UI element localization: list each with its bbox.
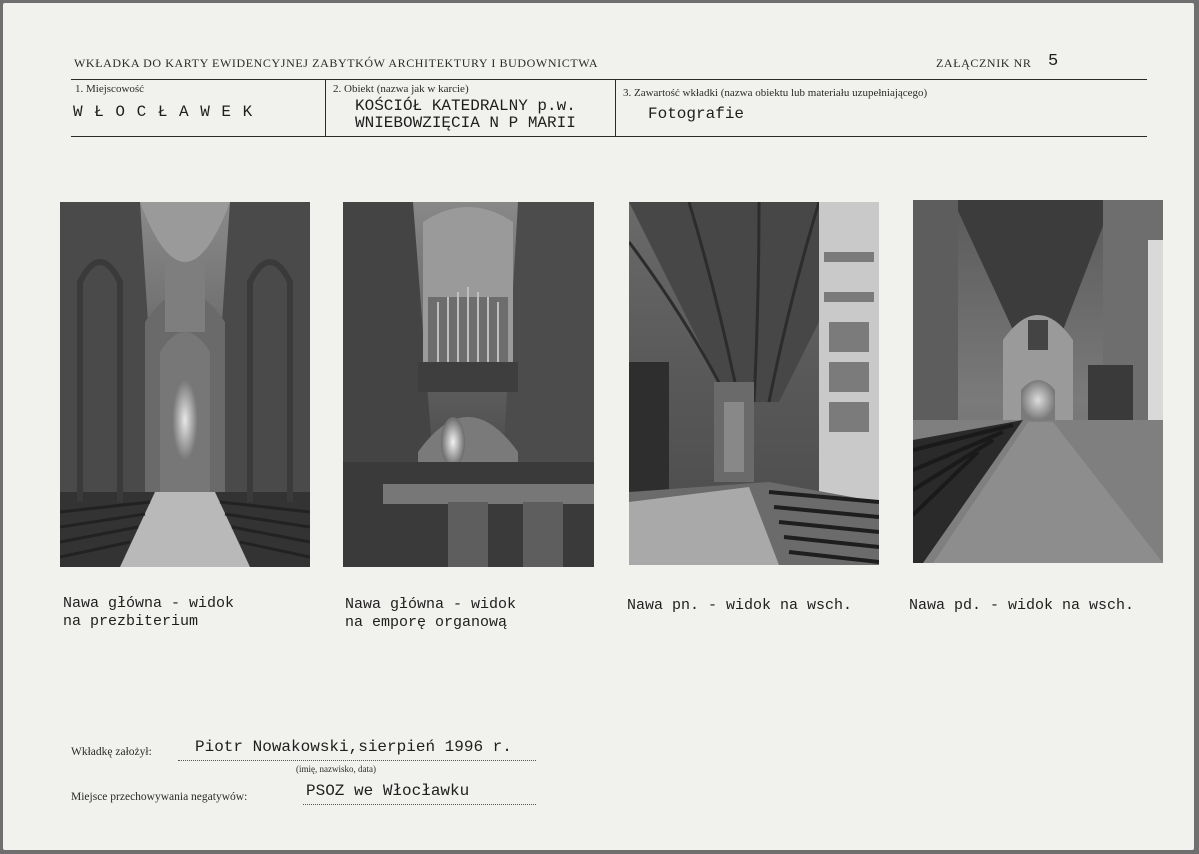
annex-number: 5 xyxy=(1048,52,1059,71)
field-divider-1 xyxy=(325,79,326,137)
place-label: 1. Miejscowość xyxy=(75,83,145,95)
author-dotted-line xyxy=(178,760,536,761)
photo-caption-3: Nawa pn. - widok na wsch. xyxy=(627,597,853,614)
photo-nave-presbytery xyxy=(60,202,310,567)
object-value-line1: KOŚCIÓŁ KATEDRALNY p.w. xyxy=(355,97,576,115)
content-value: Fotografie xyxy=(648,105,745,123)
field-divider-2 xyxy=(615,79,616,137)
author-label: Wkładkę założył: xyxy=(71,746,152,758)
record-sheet xyxy=(3,3,1194,850)
place-value: W Ł O C Ł A W E K xyxy=(73,103,254,121)
object-value-line2: WNIEBOWZIĘCIA N P MARII xyxy=(355,114,576,132)
content-label: 3. Zawartość wkładki (nazwa obiektu lub materiału uzupełniającego) xyxy=(623,87,928,99)
negatives-label: Miejsce przechowywania negatywów: xyxy=(71,791,248,803)
photo-caption-4: Nawa pd. - widok na wsch. xyxy=(909,597,1135,614)
header-bottom-rule xyxy=(71,136,1147,137)
annex-label: ZAŁĄCZNIK NR xyxy=(936,56,1032,70)
object-label: 2. Obiekt (nazwa jak w karcie) xyxy=(333,83,469,95)
photo-nave-organ-loft xyxy=(343,202,594,567)
photo-caption-2: Nawa główna - widok na emporę organową xyxy=(345,596,517,631)
negatives-value: PSOZ we Włocławku xyxy=(306,782,470,800)
photo-north-aisle xyxy=(629,202,879,565)
photo-caption-1: Nawa główna - widok na prezbiterium xyxy=(63,595,235,630)
negatives-dotted-line xyxy=(303,804,536,805)
sheet-title: WKŁADKA DO KARTY EWIDENCYJNEJ ZABYTKÓW ARCHITEKTURY I BUDOWNICTWA xyxy=(74,56,599,70)
header-top-rule xyxy=(71,79,1147,80)
photo-south-aisle xyxy=(913,200,1163,563)
author-value: Piotr Nowakowski,sierpień 1996 r. xyxy=(195,738,512,756)
author-hint: (imię, nazwisko, data) xyxy=(296,764,376,774)
